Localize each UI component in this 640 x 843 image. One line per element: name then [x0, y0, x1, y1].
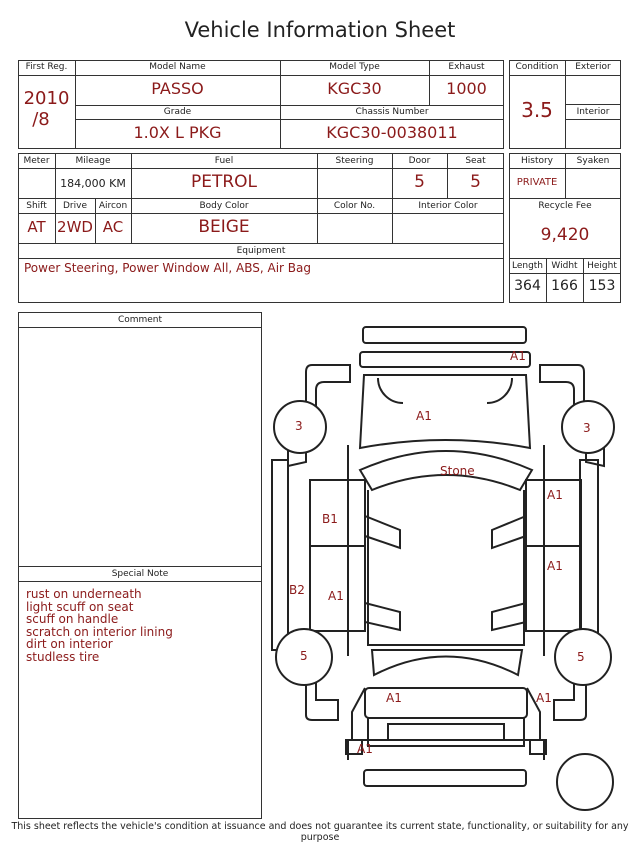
rear-bumper-shape	[368, 718, 524, 746]
history-value: PRIVATE	[516, 177, 558, 188]
meter-label: Meter	[23, 156, 50, 166]
door-label: Door	[408, 156, 431, 166]
chassis-value: KGC30-0038011	[326, 123, 458, 142]
height-label: Height	[587, 261, 617, 271]
width-label: Widht	[551, 261, 578, 271]
special-note-item: dirt on interior	[26, 637, 113, 651]
recycle-fee-value: 9,420	[540, 225, 590, 245]
mark-left-rear-door: A1	[328, 589, 344, 603]
special-note-item: studless tire	[26, 649, 100, 664]
exhaust-value: 1000	[446, 79, 487, 98]
mark-rear-right-wheel: 5	[577, 650, 585, 664]
interior-label: Interior	[576, 107, 610, 117]
exhaust-label: Exhaust	[448, 62, 485, 72]
door-value: 5	[414, 172, 425, 192]
seat-value: 5	[470, 172, 481, 192]
exterior-label: Exterior	[575, 62, 611, 72]
condition-label: Condition	[515, 62, 559, 72]
color-no-label: Color No.	[333, 201, 376, 211]
mark-rear-bumper: A1	[357, 742, 373, 756]
special-note-item: rust on underneath	[26, 587, 142, 601]
steering-label: Steering	[335, 156, 374, 166]
mark-front-bumper: A1	[510, 349, 526, 363]
special-note-item: scuff on handle	[26, 612, 119, 626]
special-note-item: light scuff on seat	[26, 599, 134, 614]
grade-value: 1.0X L PKG	[133, 123, 222, 142]
special-note-item: scratch on interior lining	[26, 624, 173, 639]
left-rocker-shape	[272, 460, 288, 650]
rear-lower-bumper-shape	[364, 770, 526, 786]
mark-tailgate: A1	[386, 691, 402, 705]
length-value: 364	[514, 278, 541, 294]
length-label: Length	[511, 261, 544, 271]
drive-value: 2WD	[57, 218, 93, 236]
mark-rear-left-wheel: 5	[300, 649, 308, 663]
comment-label: Comment	[117, 315, 163, 325]
mark-front-left-wheel: 3	[295, 419, 303, 433]
front-bumper-shape	[363, 327, 526, 343]
mark-front-right-wheel: 3	[583, 421, 591, 435]
mileage-label: Mileage	[75, 156, 111, 166]
bonnet-shape	[360, 375, 530, 448]
shift-value: AT	[27, 218, 46, 236]
mark-left-rocker: B2	[289, 583, 305, 597]
recycle-fee-label: Recycle Fee	[538, 201, 592, 211]
disclaimer-footer: This sheet reflects the vehicle's condition at issuance and does not guarantee its current state, functionality, or suitability for any purpose	[11, 821, 629, 843]
equipment-value: Power Steering, Power Window All, ABS, Air Bag	[24, 261, 312, 275]
equipment-label: Equipment	[236, 246, 286, 256]
aircon-value: AC	[102, 218, 124, 236]
fuel-label: Fuel	[214, 156, 234, 166]
first-reg-year: 2010	[23, 88, 70, 109]
fuel-value: PETROL	[190, 172, 258, 192]
mark-windshield: Stone	[440, 464, 475, 478]
first-reg-label: First Reg.	[25, 62, 68, 72]
right-rocker-shape	[580, 460, 598, 650]
syaken-label: Syaken	[576, 156, 610, 166]
spare-wheel-shape	[557, 754, 613, 810]
special-notes-list	[26, 588, 256, 663]
mark-left-front-door: B1	[322, 512, 338, 526]
mark-right-rear-door: A1	[547, 559, 563, 573]
front-lower-bumper-shape	[360, 352, 530, 367]
car-damage-diagram	[268, 320, 628, 820]
first-reg-month: /8	[32, 109, 50, 130]
drive-label: Drive	[63, 201, 87, 211]
interior-color-label: Interior Color	[418, 201, 478, 211]
body-color-label: Body Color	[199, 201, 249, 211]
grade-label: Grade	[163, 107, 192, 117]
model-type-value: KGC30	[327, 79, 382, 98]
mileage-value: 184,000 KM	[60, 177, 126, 190]
height-value: 153	[588, 278, 616, 294]
rear-window-shape	[372, 650, 522, 675]
body-color-value: BEIGE	[198, 217, 250, 237]
model-name-label: Model Name	[149, 62, 206, 72]
mark-right-front-door: A1	[547, 488, 563, 502]
seat-label: Seat	[465, 156, 486, 166]
mark-bonnet: A1	[416, 409, 432, 423]
aircon-label: Aircon	[98, 201, 128, 211]
width-value: 166	[551, 278, 578, 294]
condition-score: 3.5	[521, 98, 553, 122]
model-type-label: Model Type	[329, 62, 380, 72]
chassis-label: Chassis Number	[355, 107, 429, 117]
page-title: Vehicle Information Sheet	[184, 18, 456, 42]
shift-label: Shift	[26, 201, 47, 211]
history-label: History	[520, 156, 554, 166]
special-note-label: Special Note	[111, 569, 169, 579]
mark-rear-quarter-right: A1	[536, 691, 552, 705]
model-name-value: PASSO	[151, 79, 204, 98]
